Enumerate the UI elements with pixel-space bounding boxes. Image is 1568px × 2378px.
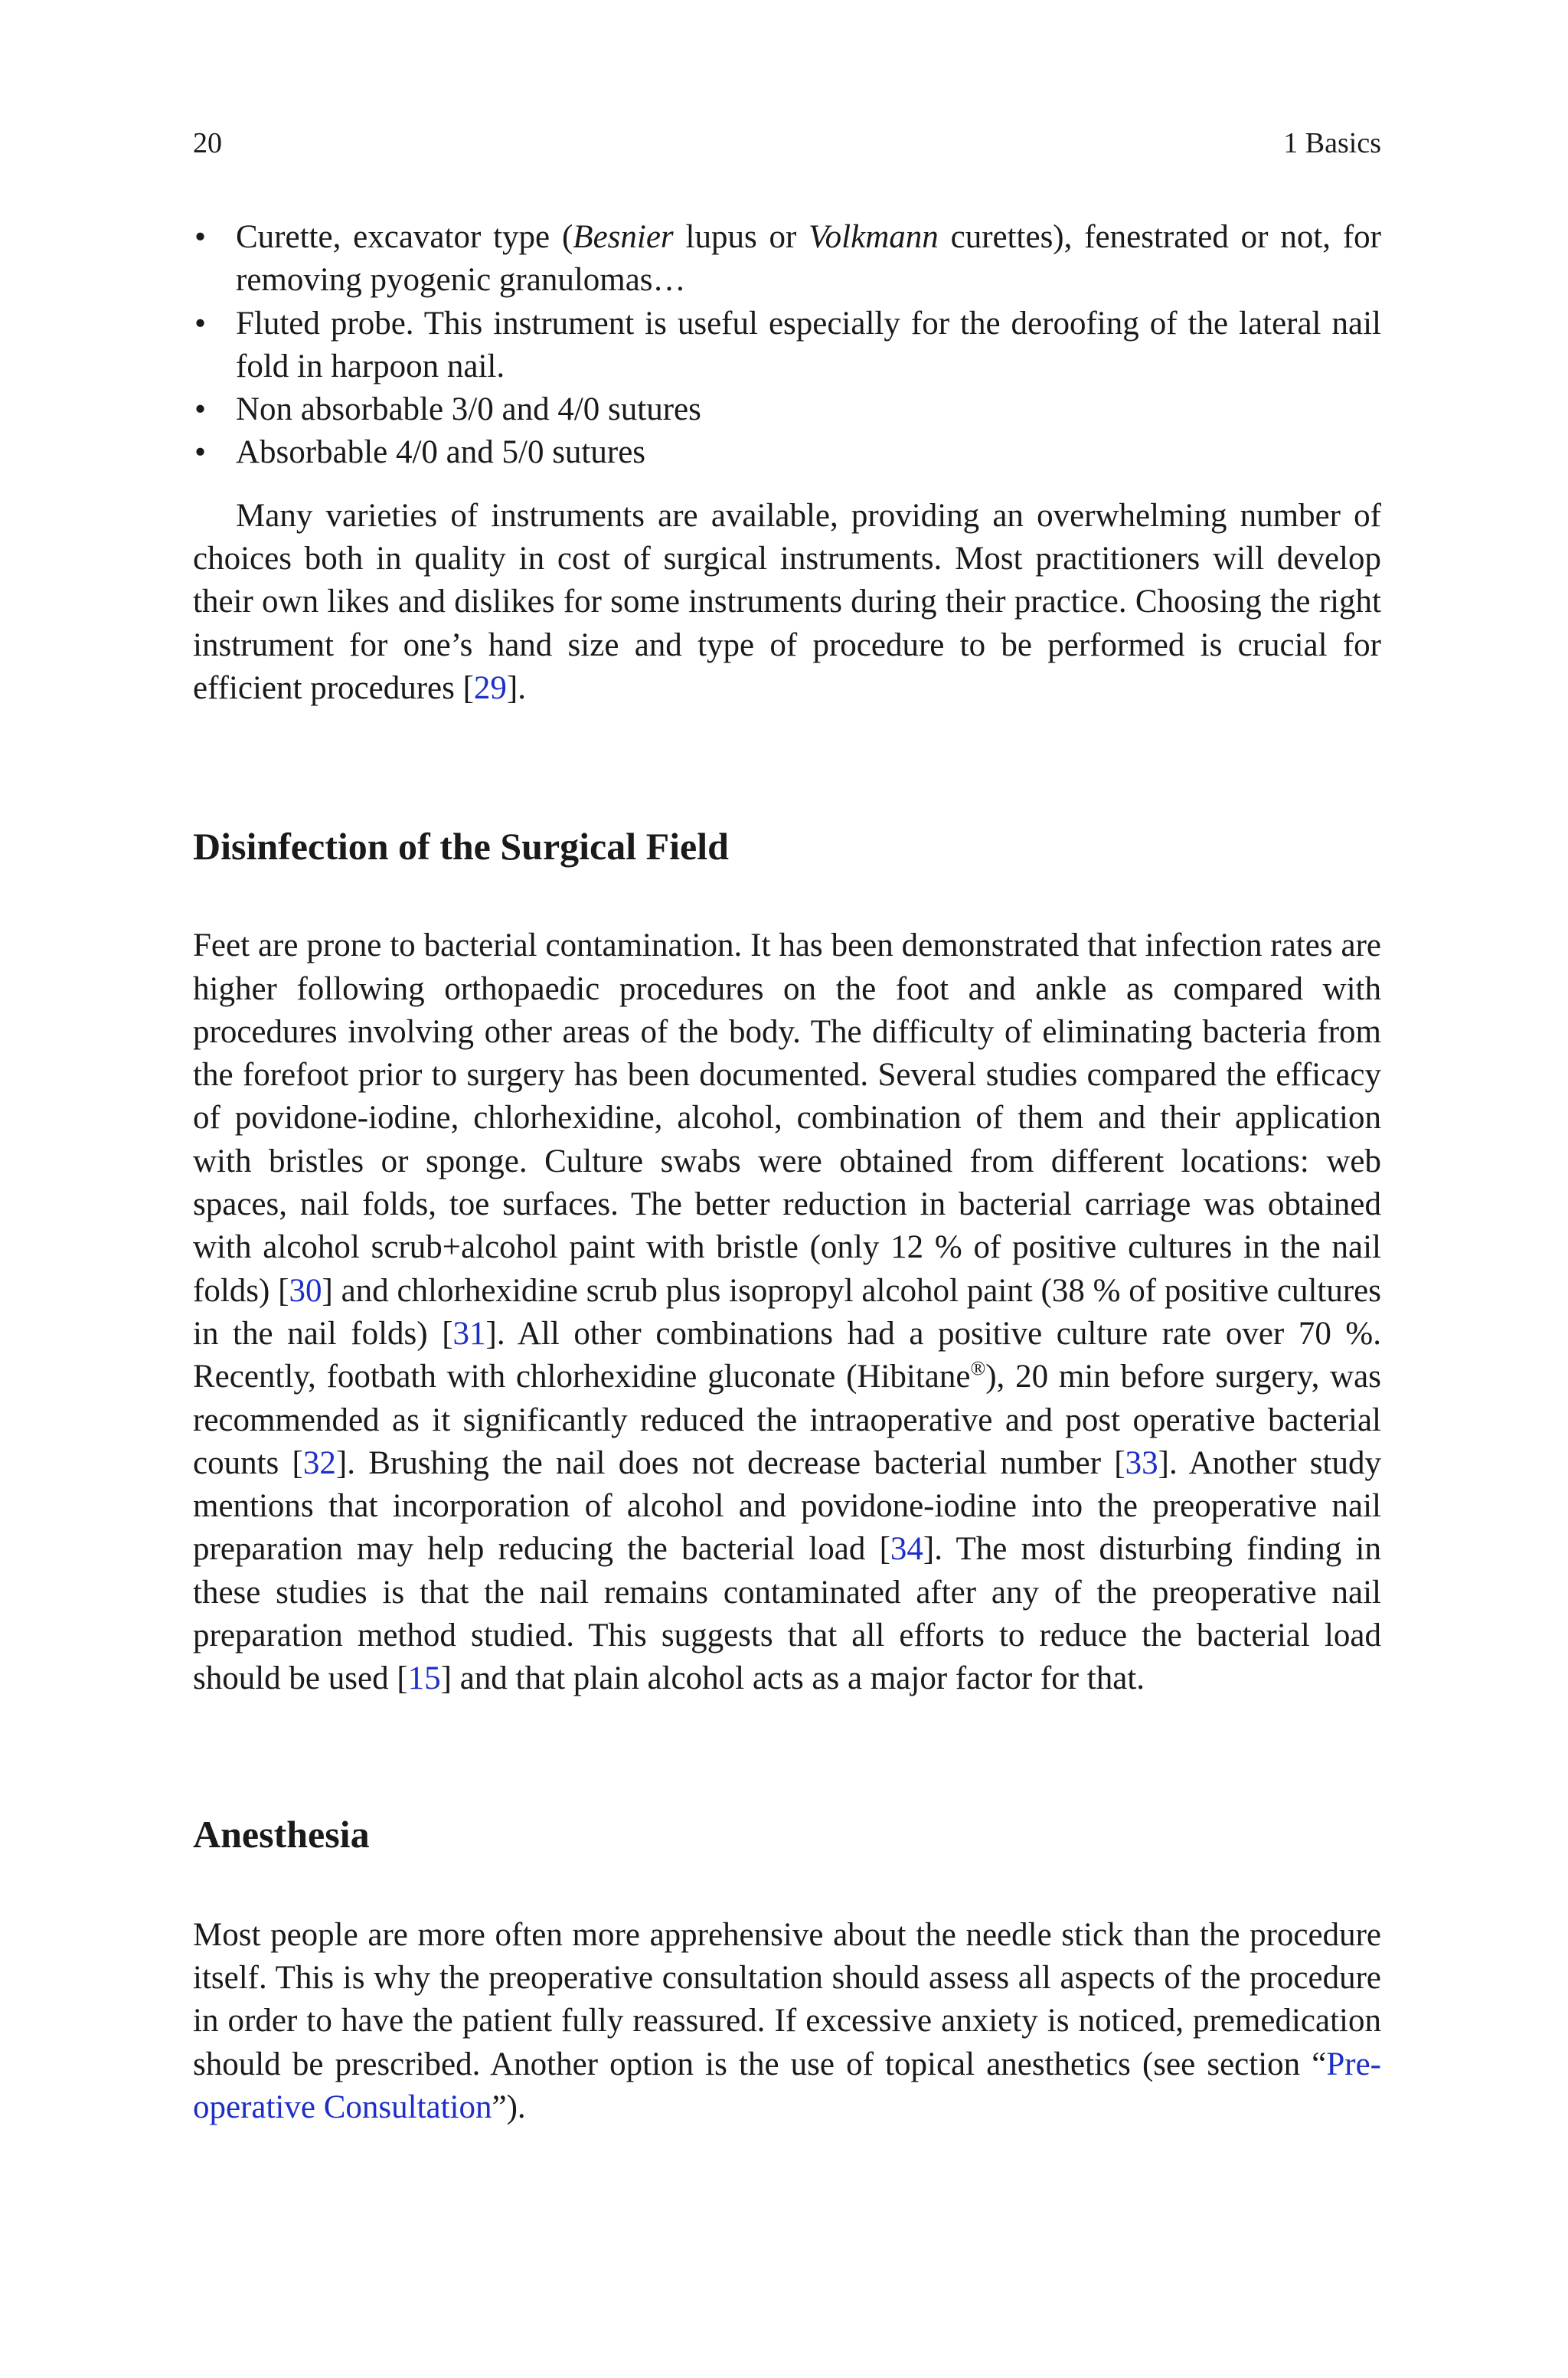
citation-link[interactable]: 31 — [452, 1315, 486, 1352]
citation-link[interactable]: 30 — [289, 1272, 322, 1309]
list-item: • Non absorbable 3/0 and 4/0 sutures — [193, 388, 1381, 431]
disinfection-paragraph: Feet are prone to bacterial contamination. It has been demonstrated that infection rates are higher following orthopaedic procedures on the foot and ankle as compared with procedures involving other areas of the body. The difficulty of eliminating bacteria from the forefoot prior to surgery has been documented. Several studies compared the efficacy of povidone-iodine, chlorhexidine, alcohol, combination of them and their application with bristles or sponge. Culture swabs were obtained from different locations: web spaces, nail folds, toe surfaces. The better reduction in bacterial carriage was obtained with alcohol scrub+alcohol paint with bristle (only 12 % of positive cultures in the nail folds) [30] and chlorhexidine scrub plus isopropyl alcohol paint (38 % of positive cultures in the nail folds) [31]. All other combinations had a positive culture rate over 70 %. Recently, footbath with chlorhexidine gluconate (Hibitane®), 20 min before surgery, was recommended as it significantly reduced the intraoperative and post operative bacterial counts [32]. Brushing the nail does not decrease bacterial number [33]. Another study mentions that incorporation of alcohol and povidone-iodine into the preoperative nail preparation may help reducing the bacterial load [34]. The most disturbing finding in these studies is that the nail remains contaminated after any of the preoperative nail preparation method studied. This suggests that all efforts to reduce the bacterial load should be used [15] and that plain alcohol acts as a major factor for that. — [193, 927, 1382, 1697]
anesthesia-paragraph: Most people are more often more apprehensive about the needle stick than the procedure itself. This is why the preoperative consultation should assess all aspects of the procedure in order to have the patient fully reassured. If excessive anxiety is noticed, premedication should be prescribed. Another option is the use of topical anesthetics (see section “Pre-operative Consultation”). — [193, 1916, 1381, 2125]
section-heading-disinfection: Disinfection of the Surgical Field — [193, 825, 729, 868]
page-number: 20 — [193, 127, 222, 159]
instruments-paragraph: Many varieties of instruments are available, providing an overwhelming number of choices both in quality in cost of surgical instruments. Most practitioners will develop their own likes and dislikes for some instruments during their practice. Choosing the right instrument for one’s hand size and type of procedure to be performed is crucial for efficient procedures [29]. — [193, 497, 1381, 706]
registered-mark: ® — [970, 1357, 986, 1380]
italic-term: Besnier — [573, 219, 674, 255]
chapter-title: 1 Basics — [1283, 127, 1381, 159]
running-header — [193, 124, 1381, 162]
citation-link[interactable]: 33 — [1125, 1444, 1158, 1481]
citation-link[interactable]: 15 — [407, 1660, 441, 1697]
citation-link[interactable]: 34 — [890, 1531, 923, 1568]
list-item: • Absorbable 4/0 and 5/0 sutures — [193, 431, 1381, 474]
instrument-list — [193, 216, 1381, 475]
citation-link[interactable]: 32 — [302, 1444, 336, 1481]
section-link-pre-operative-consultation[interactable]: Pre-operative Consultation — [193, 2046, 1381, 2125]
page-body — [193, 216, 1381, 2129]
list-item: • Fluted probe. This instrument is useful especially for the deroofing of the lateral nail fold in harpoon nail. — [193, 303, 1381, 389]
list-item: • Curette, excavator type (Besnier lupus or Volkmann curettes), fenestrated or not, for removing pyogenic granulomas… — [193, 216, 1381, 303]
citation-link[interactable]: 29 — [473, 669, 507, 706]
italic-term: Volkmann — [808, 219, 939, 255]
section-heading-anesthesia: Anesthesia — [193, 1812, 370, 1856]
